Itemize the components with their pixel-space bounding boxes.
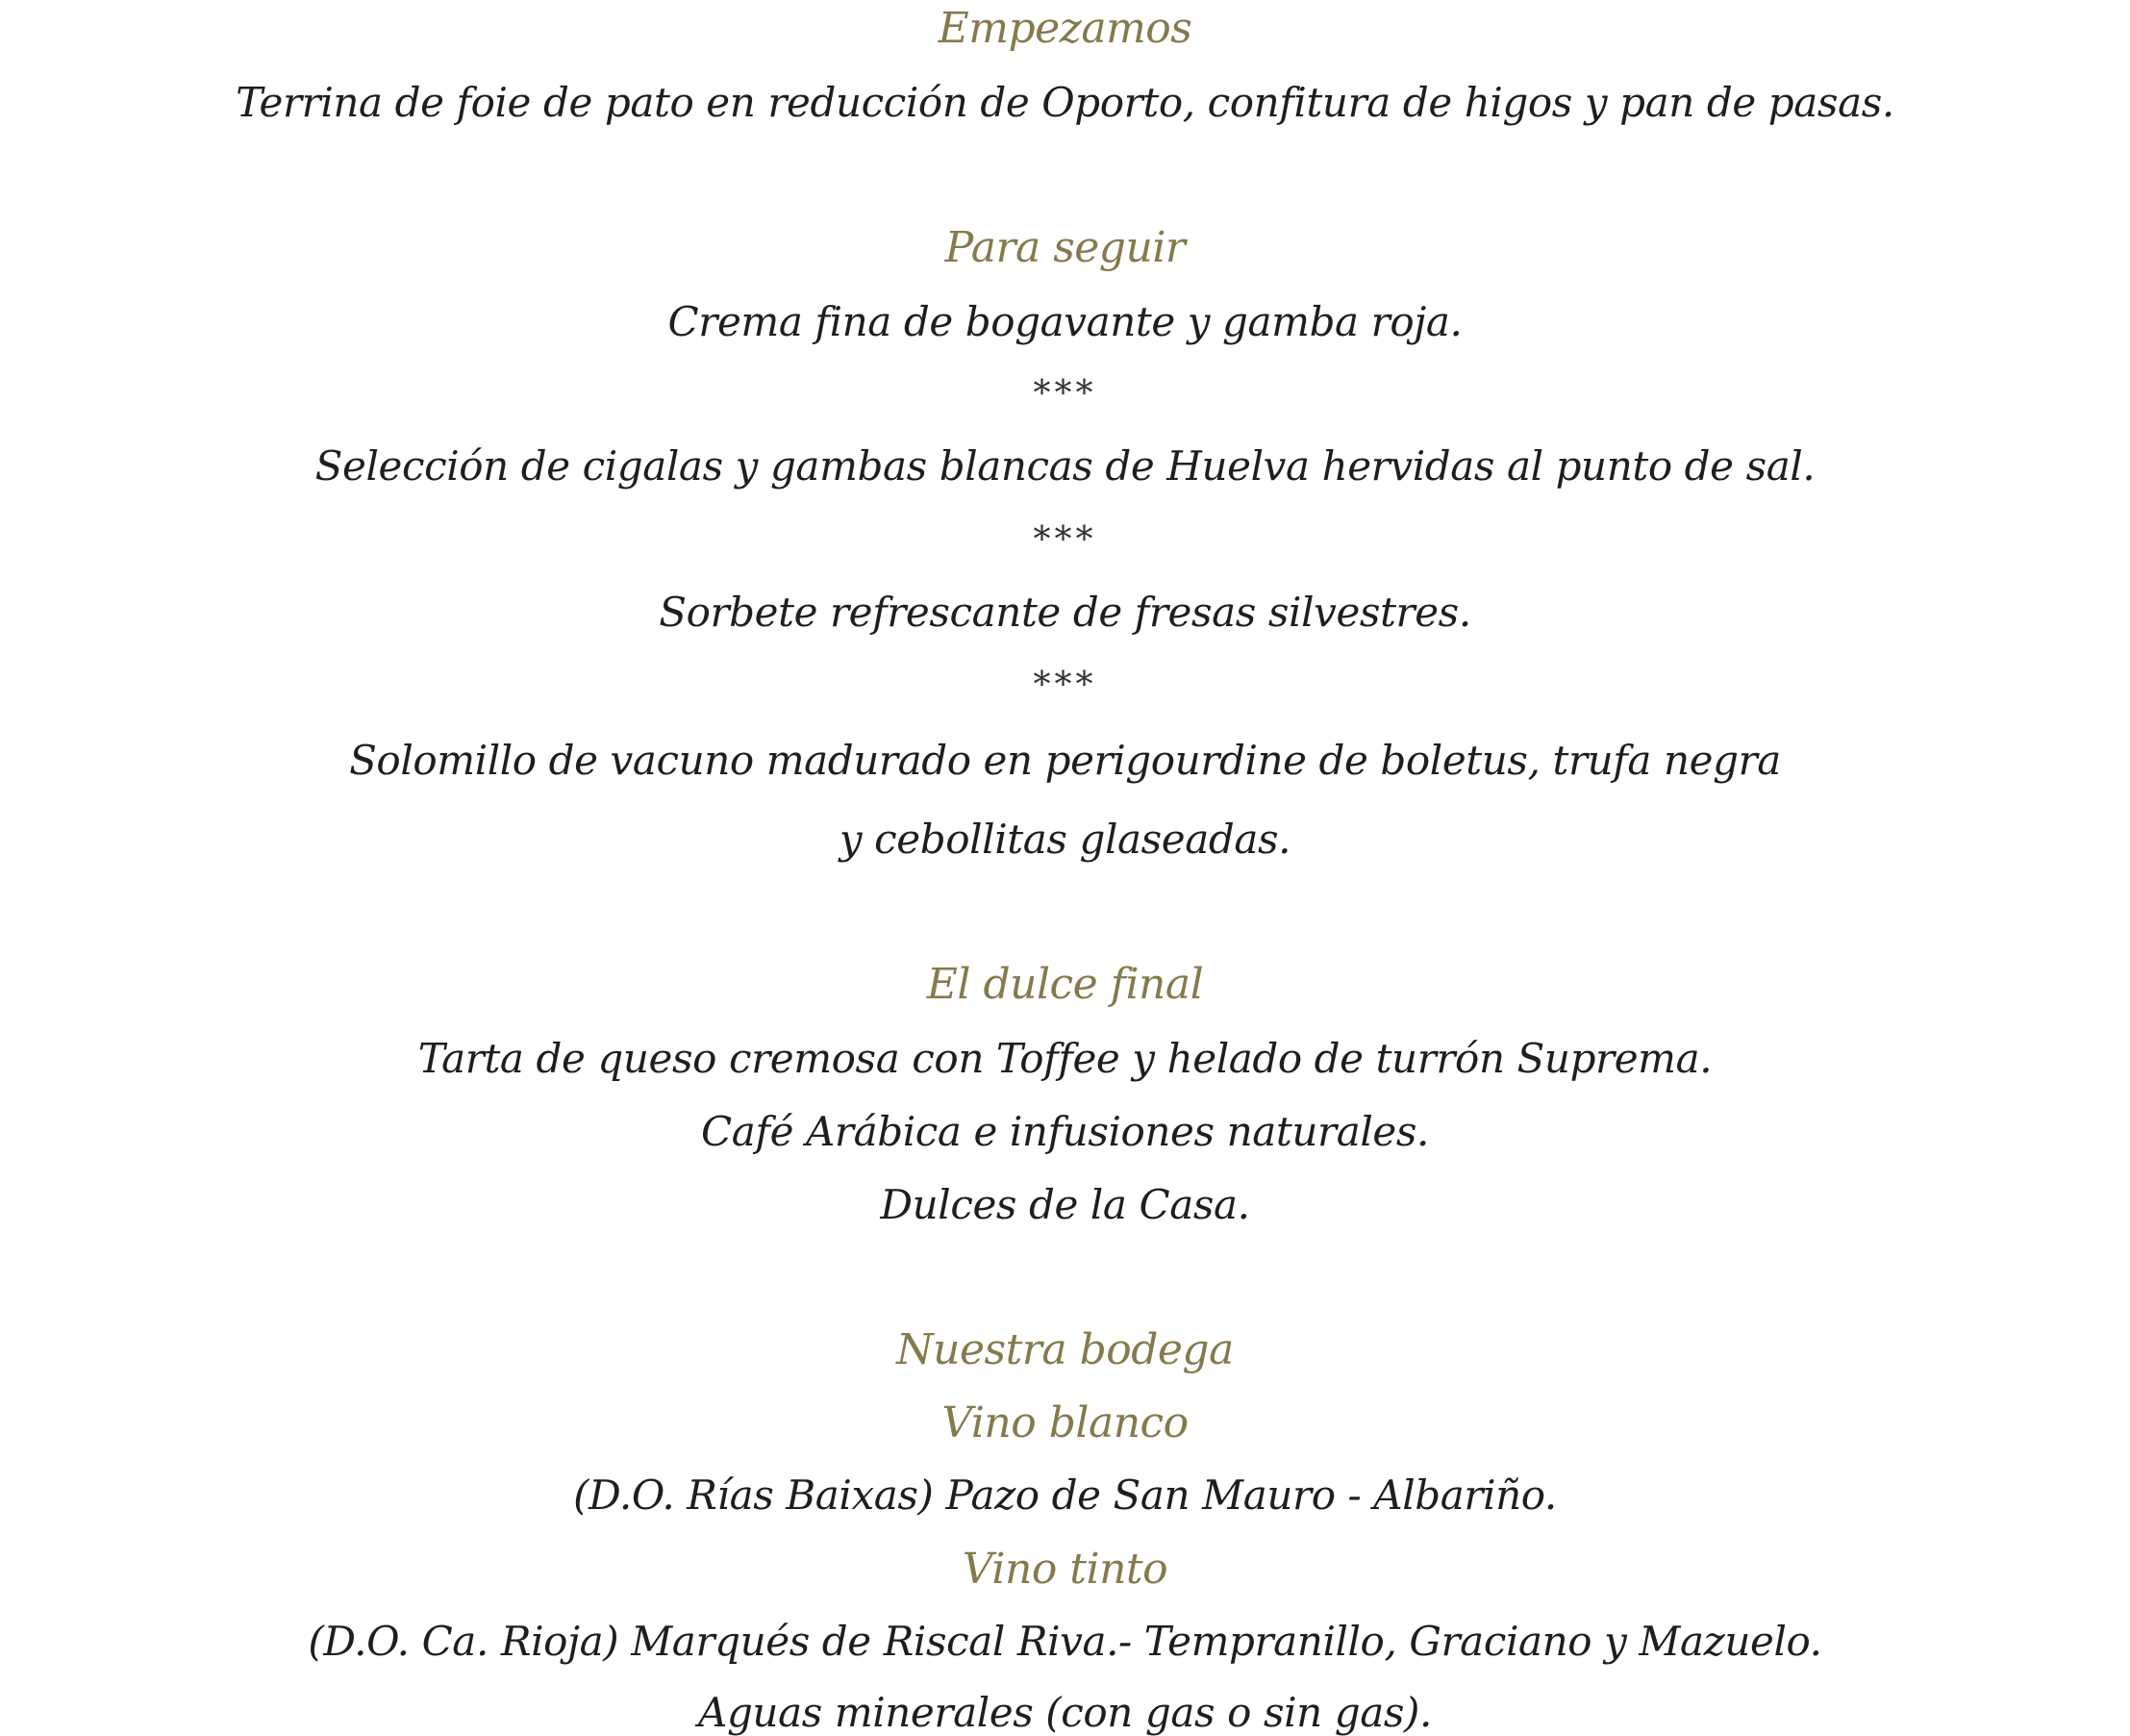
dish-solomillo-line2: y cebollitas glaseadas. [839, 816, 1291, 863]
dish-solomillo-line1: Solomillo de vacuno madurado en perigourdine de boletus, trufa negra [349, 737, 1781, 784]
dish-crema-bogavante: Crema fina de bogavante y gamba roja. [667, 298, 1463, 345]
separator-1: *** [1033, 374, 1097, 414]
water-item: Aguas minerales (con gas o sin gas). [698, 1689, 1432, 1736]
separator-2: *** [1033, 520, 1097, 560]
dish-foie: Terrina de foie de pato en reducción de Oporto, confitura de higos y pan de pasas. [236, 79, 1894, 126]
section-title-wine: Nuestra bodega [896, 1325, 1234, 1374]
subtitle-white-wine: Vino blanco [941, 1398, 1189, 1447]
dish-cigalas: Selección de cigalas y gambas blancas de Huelva hervidas al punto de sal. [314, 442, 1816, 490]
dish-cafe: Café Arábica e infusiones naturales. [701, 1108, 1429, 1155]
dish-tarta-queso: Tarta de queso cremosa con Toffee y helado de turrón Suprema. [417, 1035, 1713, 1082]
white-wine-item: (D.O. Rías Baixas) Pazo de San Mauro - Albariño. [573, 1472, 1557, 1519]
red-wine-item: (D.O. Ca. Rioja) Marqués de Riscal Riva.- Tempranillo, Graciano y Mazuelo. [308, 1618, 1822, 1665]
section-title-starter: Empezamos [938, 4, 1192, 53]
section-title-dessert: El dulce final [926, 960, 1204, 1009]
dish-sorbete: Sorbete refrescante de fresas silvestres. [659, 589, 1471, 636]
dish-dulces: Dulces de la Casa. [880, 1181, 1250, 1228]
separator-3: *** [1033, 666, 1097, 705]
section-title-continue: Para seguir [944, 223, 1186, 272]
subtitle-red-wine: Vino tinto [962, 1545, 1168, 1594]
